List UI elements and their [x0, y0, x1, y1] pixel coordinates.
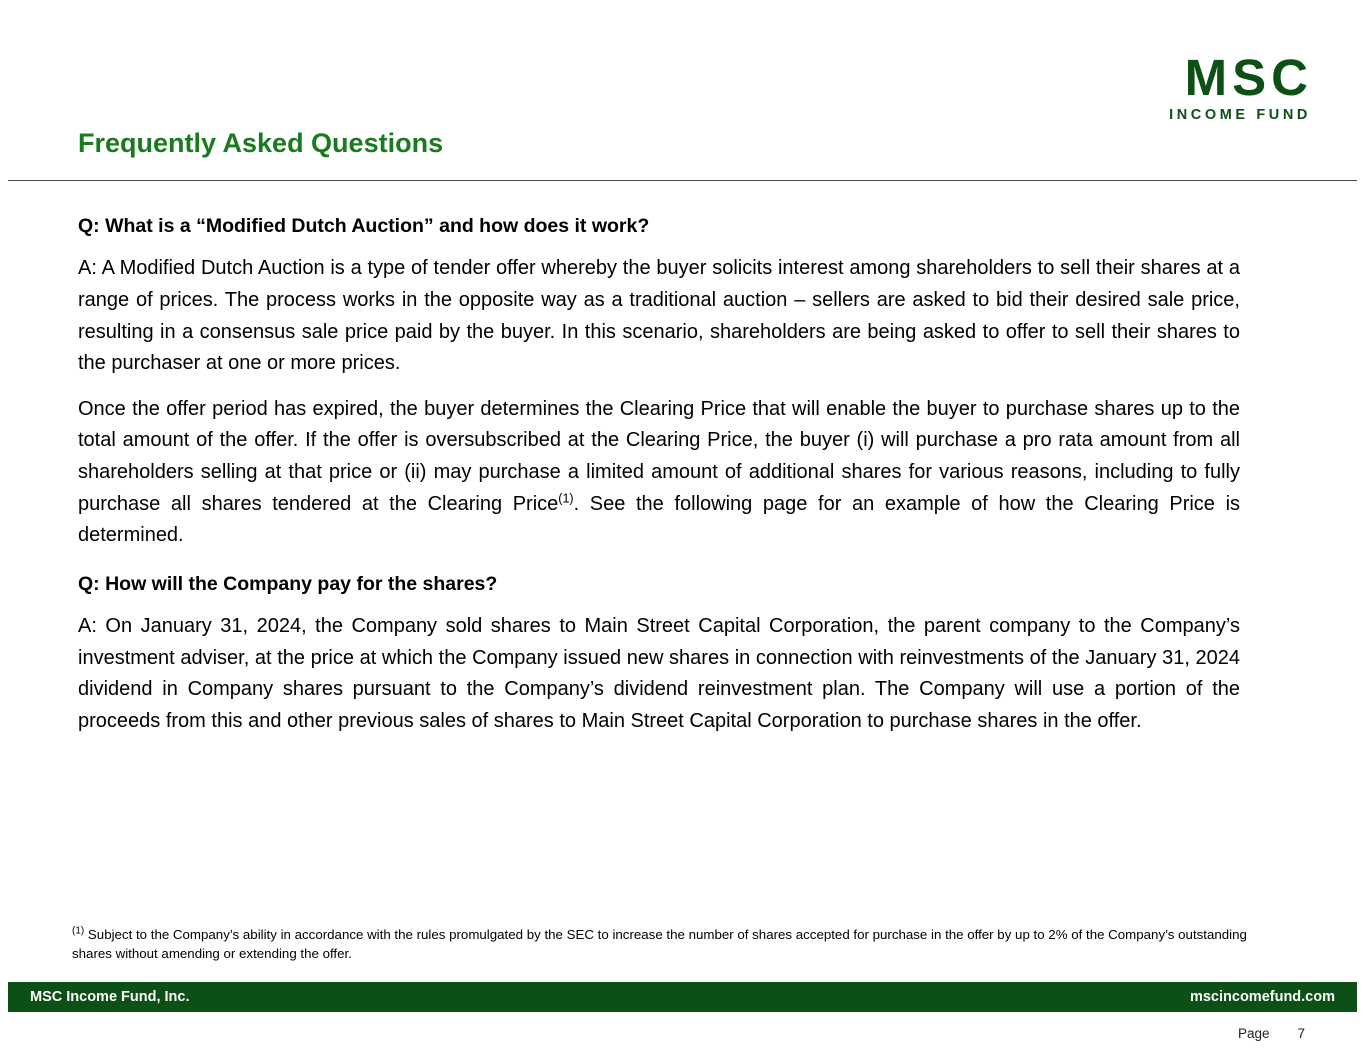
footnote-text: Subject to the Company’s ability in accordance with the rules promulgated by the SEC to increase the number of shares accepted for purchase in the offer by up to 2% of the Company’s outstanding shares without amending or extending the offer. — [72, 927, 1247, 961]
msc-logo — [1169, 49, 1313, 123]
question-1: Q: What is a “Modified Dutch Auction” and how does it work? — [78, 215, 650, 237]
page-indicator — [1238, 1026, 1305, 1041]
footer-company-name: MSC Income Fund, Inc. — [30, 989, 190, 1005]
body-content — [78, 214, 1240, 751]
footnote-reference-1: (1) — [558, 490, 574, 505]
footnote — [72, 925, 1288, 963]
logo-wordmark: MSC — [1184, 49, 1313, 106]
answer-1-paragraph-2-text-before: Once the offer period has expired, the buyer determines the Clearing Price that will enable the buyer to purchase shares up to the total amount of the offer. If the offer is oversubscribed at the Clearing Price, the buyer (i) will purchase a pro rata amount from all shareholders selling at that price or (ii) may purchase a limited amount of additional shares for various reasons, including to fully purchase all shares tendered at the Clearing Price — [78, 397, 1240, 515]
footer-bar — [8, 982, 1357, 1012]
page-number: 7 — [1297, 1026, 1305, 1041]
logo-tagline: INCOME FUND — [1169, 107, 1311, 123]
answer-1-paragraph-2 — [78, 394, 1240, 552]
answer-1-paragraph-2-text-after: . See the following page for an example of how the Clearing Price is determined. — [78, 492, 1241, 547]
page-label: Page — [1237, 1026, 1270, 1041]
question-2: Q: How will the Company pay for the shares? — [78, 572, 498, 595]
footnote-marker: (1) — [72, 925, 85, 937]
page-title: Frequently Asked Questions — [78, 128, 444, 158]
answer-2-paragraph-1: A: On January 31, 2024, the Company sold shares to Main Street Capital Corporation, the parent company to the Company’s investment adviser, at the price at which the Company issued new shares in connection with reinvestments of the January 31, 2024 dividend in Company shares pursuant to the Company’s dividend reinvestment plan. The Company will use a portion of the proceeds from this and other previous sales of shares to Main Street Capital Corporation to purchase shares in the offer. — [78, 615, 1240, 732]
footer-website[interactable]: mscincomefund.com — [1189, 989, 1335, 1005]
title-divider — [8, 180, 1357, 181]
answer-1-paragraph-1: A: A Modified Dutch Auction is a type of tender offer whereby the buyer solicits interest among shareholders to sell their shares at a range of prices. The process works in the opposite way as a traditional auction – sellers are asked to bid their desired sale price, resulting in a consensus sale price paid by the buyer. In this scenario, shareholders are being asked to offer to sell their shares to the purchaser at one or more prices. — [78, 257, 1240, 375]
